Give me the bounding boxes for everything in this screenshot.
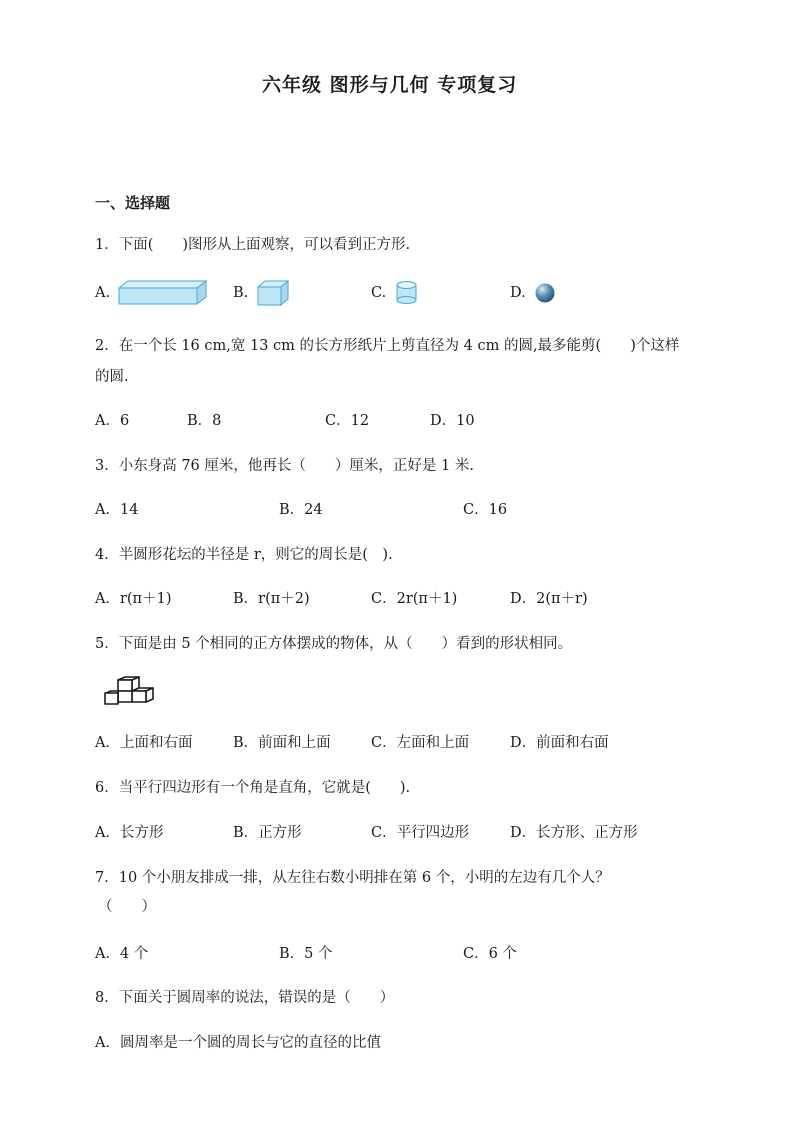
q2-option-d[interactable]: D．10 <box>430 413 475 429</box>
q1-option-b[interactable] <box>233 285 248 301</box>
section-heading: 一、选择题 <box>95 194 171 212</box>
question-2-text: 2．在一个长 16 cm,宽 13 cm 的长方形纸片上剪直径为 4 cm 的圆,最多能剪( )个这样 <box>95 338 680 354</box>
q6-option-a[interactable]: A．长方形 <box>95 825 164 841</box>
question-4-text: 4．半圆形花坛的半径是 r，则它的周长是( ). <box>95 547 393 563</box>
q3-option-b[interactable]: B．24 <box>279 502 323 518</box>
q3-option-a[interactable]: A．14 <box>95 502 139 518</box>
q4-option-c[interactable]: C．2r(π＋1) <box>371 591 458 607</box>
sphere-icon <box>535 283 555 303</box>
question-7-text-continued: （ ） <box>98 899 156 915</box>
q5-option-a[interactable]: A．上面和右面 <box>95 735 193 751</box>
q4-option-b[interactable]: B．r(π＋2) <box>233 591 310 607</box>
q5-option-c[interactable]: C．左面和上面 <box>371 735 470 751</box>
cylinder-icon <box>396 281 418 305</box>
q1-option-d-label: D. <box>510 285 526 301</box>
q4-option-d[interactable]: D．2(π＋r) <box>510 591 588 607</box>
q6-option-d[interactable]: D．长方形、正方形 <box>510 825 638 841</box>
q1-option-a-label: A. <box>95 285 111 301</box>
q2-option-c[interactable]: C．12 <box>325 413 370 429</box>
question-5-text: 5．下面是由 5 个相同的正方体摆成的物体，从（ ）看到的形状相同。 <box>95 636 573 652</box>
long-cuboid-icon <box>118 280 210 306</box>
q6-option-c[interactable]: C．平行四边形 <box>371 825 470 841</box>
cube-stack-icon <box>104 676 164 706</box>
q1-option-a[interactable] <box>95 285 110 301</box>
q7-option-c[interactable]: C．6 个 <box>463 946 517 962</box>
q2-option-a[interactable]: A．6 <box>95 413 130 429</box>
q4-option-a[interactable]: A．r(π＋1) <box>95 591 172 607</box>
question-6-text: 6．当平行四边形有一个角是直角，它就是( ). <box>95 780 411 796</box>
question-3-text: 3．小东身高 76 厘米，他再长（ ）厘米，正好是 1 米. <box>95 458 474 474</box>
q7-option-a[interactable]: A．4 个 <box>95 946 149 962</box>
q6-option-b[interactable]: B．正方形 <box>233 825 302 841</box>
q5-option-d[interactable]: D．前面和右面 <box>510 735 609 751</box>
q8-option-a[interactable]: A．圆周率是一个圆的周长与它的直径的比值 <box>95 1035 381 1051</box>
q1-option-c[interactable] <box>371 285 386 301</box>
question-7-text: 7．10 个小朋友排成一排，从左往右数小明排在第 6 个，小明的左边有几个人？ <box>95 870 610 886</box>
q7-option-b[interactable]: B．5 个 <box>279 946 333 962</box>
cube-icon <box>257 280 291 306</box>
page-title: 六年级 图形与几何 专项复习 <box>262 74 518 96</box>
q1-option-d[interactable] <box>510 285 526 301</box>
q5-option-b[interactable]: B．前面和上面 <box>233 735 331 751</box>
q3-option-c[interactable]: C．16 <box>463 502 508 518</box>
q2-option-b[interactable]: B．8 <box>187 413 222 429</box>
q1-option-c-label: C. <box>371 285 387 301</box>
question-1-text: 1．下面( )图形从上面观察，可以看到正方形. <box>95 237 411 253</box>
question-8-text: 8．下面关于圆周率的说法，错误的是（ ） <box>95 990 395 1006</box>
question-2-text-continued: 的圆. <box>95 369 129 385</box>
q1-option-b-label: B. <box>233 285 249 301</box>
